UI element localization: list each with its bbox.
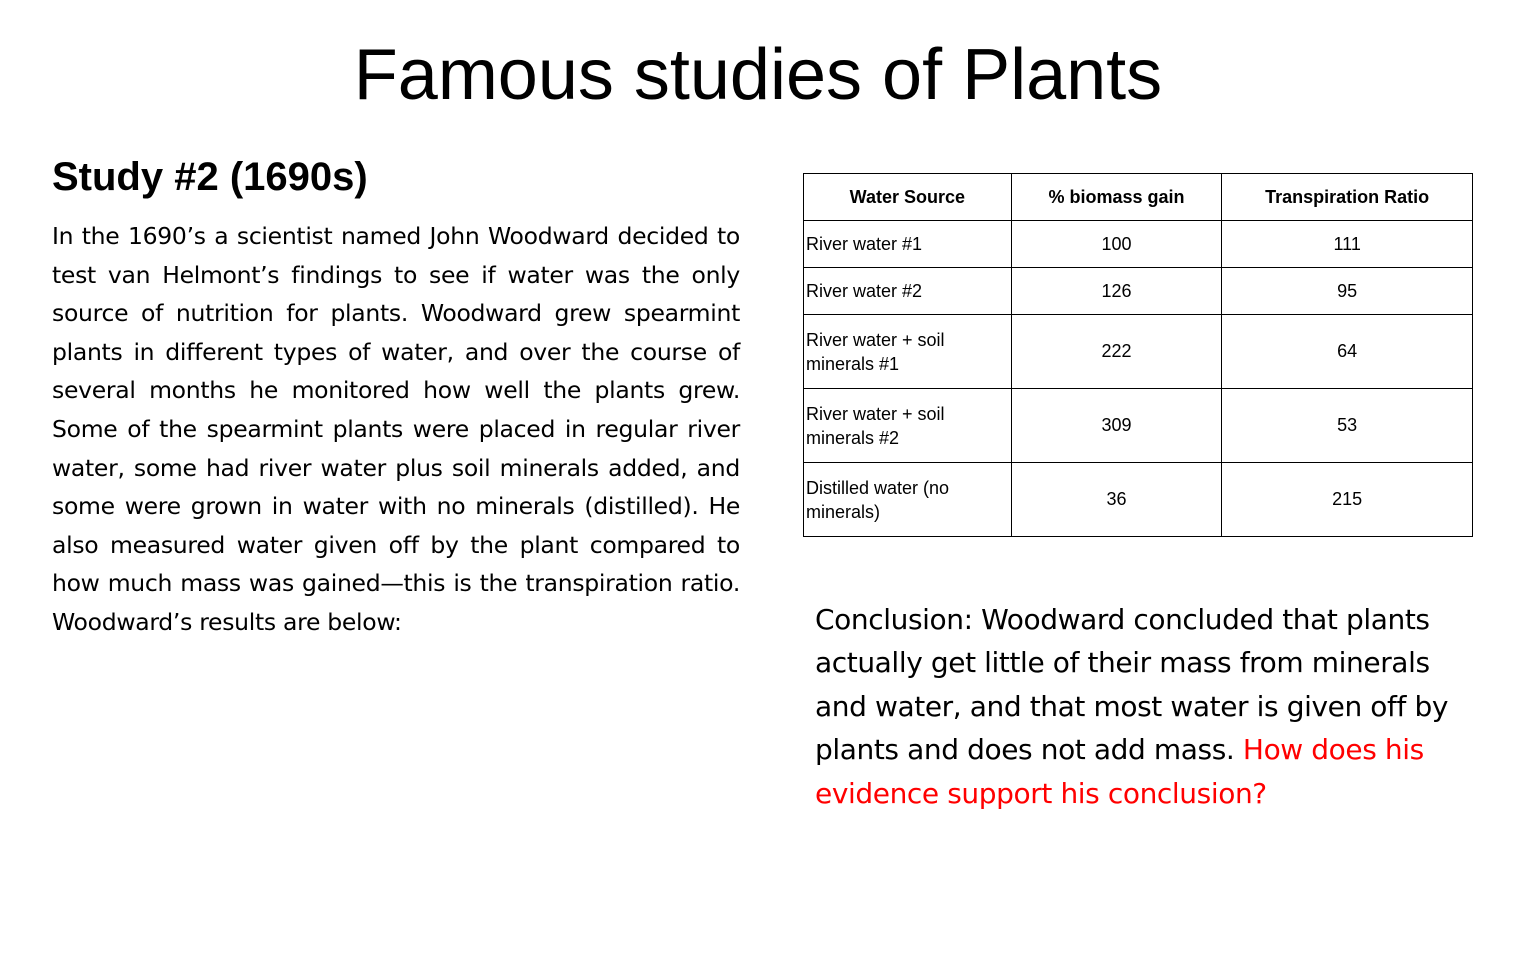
header-transpiration-ratio: Transpiration Ratio: [1222, 174, 1473, 221]
cell-transpiration-ratio: 53: [1222, 389, 1473, 463]
slide-title: Famous studies of Plants: [353, 35, 1163, 115]
conclusion-question: How does his evidence support his conclusion?: [815, 733, 1424, 810]
table-row: [804, 463, 1473, 537]
cell-water-source: River water + soil minerals #2: [804, 389, 1012, 463]
cell-biomass-gain: 222: [1011, 315, 1222, 389]
study-description: In the 1690’s a scientist named John Woodward decided to test van Helmont’s findings to see if water was the only source of nutrition for plants. Woodward grew spearmint plants in different types of water, and over the course of several months he monitored how well the plants grew. Some of the spearmint plants were placed in regular river water, some had river water plus soil minerals added, and some were grown in water with no minerals (distilled). He also measured water given off by the plant compared to how much mass was gained—this is the transpiration ratio. Woodward’s results are below:: [52, 222, 740, 636]
table-header-row: [804, 174, 1473, 221]
header-biomass-gain: % biomass gain: [1011, 174, 1222, 221]
cell-water-source: Distilled water (no minerals): [804, 463, 1012, 537]
cell-water-source: River water #2: [804, 268, 1012, 315]
table-row: [804, 268, 1473, 315]
cell-transpiration-ratio: 215: [1222, 463, 1473, 537]
table-row: [804, 221, 1473, 268]
cell-biomass-gain: 36: [1011, 463, 1222, 537]
cell-transpiration-ratio: 95: [1222, 268, 1473, 315]
cell-biomass-gain: 100: [1011, 221, 1222, 268]
cell-water-source: River water + soil minerals #1: [804, 315, 1012, 389]
table-row: [804, 315, 1473, 389]
cell-transpiration-ratio: 111: [1222, 221, 1473, 268]
conclusion-text: : Woodward concluded that plants actually get little of their mass from minerals and water, and that most water is given off by plants and does not add mass.: [815, 603, 1448, 767]
study-heading: Study #2 (1690s): [52, 155, 368, 199]
table-row: [804, 389, 1473, 463]
header-water-source: Water Source: [804, 174, 1012, 221]
cell-biomass-gain: 126: [1011, 268, 1222, 315]
cell-biomass-gain: 309: [1011, 389, 1222, 463]
conclusion-label: Conclusion: [815, 603, 964, 636]
cell-water-source: River water #1: [804, 221, 1012, 268]
cell-transpiration-ratio: 64: [1222, 315, 1473, 389]
results-table: [803, 173, 1473, 537]
conclusion-paragraph: [815, 598, 1455, 815]
